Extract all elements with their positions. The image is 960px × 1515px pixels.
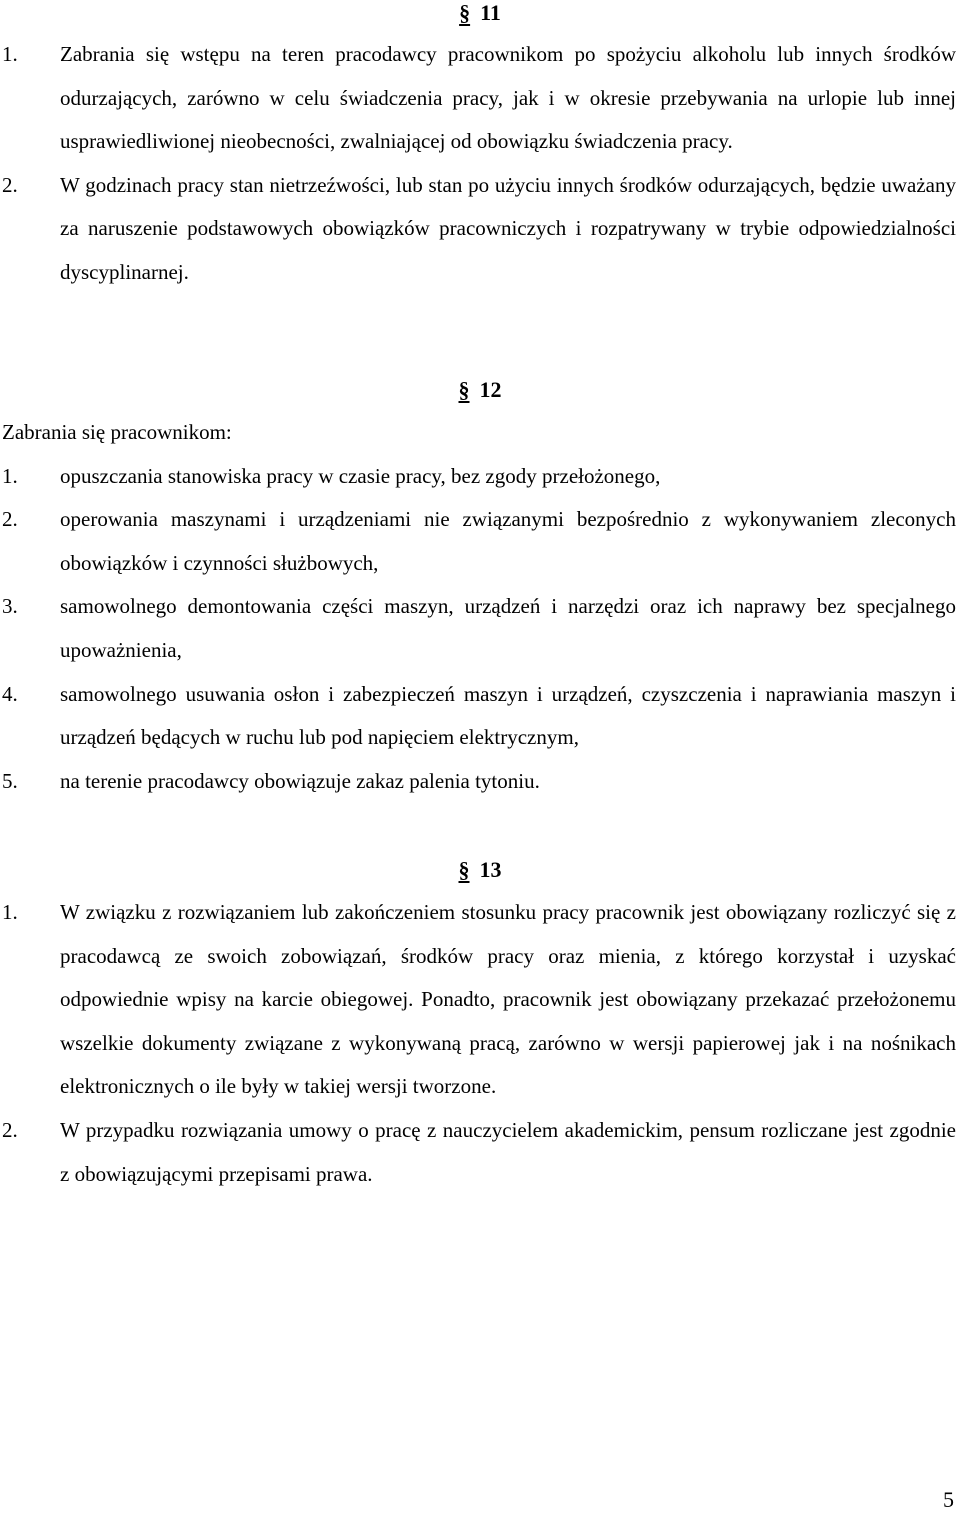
section-13-body — [0, 891, 956, 1196]
item-number: 1. — [2, 463, 18, 488]
item-number: 2. — [2, 507, 18, 532]
section-number: 12 — [479, 377, 502, 402]
section-symbol: § — [458, 857, 470, 882]
list-item — [0, 455, 956, 499]
list-item — [0, 1109, 956, 1196]
section-symbol: § — [459, 0, 471, 25]
item-number: 1. — [2, 900, 18, 924]
item-text: W związku z rozwiązaniem lub zakończeniem stosunku pracy pracownik jest obowiązany rozliczyć się z pracodawcą ze swoich zobowiązań, środków pracy oraz mienia, z którego korzystał i uzyskać odpowiednie wpisy na karcie obiegowej. Ponadto, pracownik jest obowiązany przekazać przełożonemu wszelkie dokumenty związane z wykonywaną pracą, zarówno w wersji papierowej jak i na nośnikach elektronicznych o ile były w takiej wersji tworzone. — [60, 900, 956, 1099]
item-text: W przypadku rozwiązania umowy o pracę z nauczycielem akademickim, pensum rozliczane jest zgodnie z obowiązującymi przepisami prawa. — [60, 1117, 956, 1186]
section-intro: Zabrania się pracownikom: — [2, 420, 232, 444]
item-number: 1. — [2, 42, 18, 66]
item-number: 5. — [2, 768, 18, 793]
list-item — [0, 760, 956, 804]
section-11-body — [0, 33, 956, 295]
item-number: 2. — [2, 1117, 18, 1142]
item-text: W godzinach pracy stan nietrzeźwości, lub stan po użyciu innych środków odurzających, będzie uważany za naruszenie podstawowych obowiązków pracowniczych i rozpatrywany w trybie odpowiedzialności dyscyplinarnej. — [60, 172, 956, 284]
section-12-body — [0, 411, 956, 803]
item-text: opuszczania stanowiska pracy w czasie pracy, bez zgody przełożonego, — [60, 463, 661, 488]
section-11-heading — [0, 0, 960, 26]
item-number: 3. — [2, 594, 18, 619]
item-text: samowolnego usuwania osłon i zabezpieczeń maszyn i urządzeń, czyszczenia i naprawiania maszyn i urządzeń będących w ruchu lub pod napięciem elektrycznym, — [60, 681, 956, 750]
section-number: 11 — [480, 0, 501, 25]
list-item — [0, 33, 956, 164]
section-number: 13 — [479, 857, 502, 882]
section-13-heading — [0, 857, 960, 883]
page-number: 5 — [943, 1487, 954, 1512]
section-symbol: § — [458, 377, 470, 402]
item-text: Zabrania się wstępu na teren pracodawcy pracownikom po spożyciu alkoholu lub innych środków odurzających, zarówno w celu świadczenia pracy, jak i w okresie przebywania na urlopie lub innej usprawiedliwionej nieobecności, zwalniającej od obowiązku świadczenia pracy. — [60, 42, 956, 154]
item-number: 2. — [2, 172, 18, 197]
list-item — [0, 891, 956, 1109]
list-item — [0, 673, 956, 760]
list-item — [0, 498, 956, 585]
list-item — [0, 585, 956, 672]
item-text: na terenie pracodawcy obowiązuje zakaz palenia tytoniu. — [60, 768, 540, 793]
item-text: operowania maszynami i urządzeniami nie związanymi bezpośrednio z wykonywaniem zleconych obowiązków i czynności służbowych, — [60, 507, 956, 575]
section-12-heading — [0, 377, 960, 403]
list-item — [0, 164, 956, 295]
item-text: samowolnego demontowania części maszyn, urządzeń i narzędzi oraz ich naprawy bez specjalnego upoważnienia, — [60, 594, 956, 662]
item-number: 4. — [2, 681, 18, 706]
